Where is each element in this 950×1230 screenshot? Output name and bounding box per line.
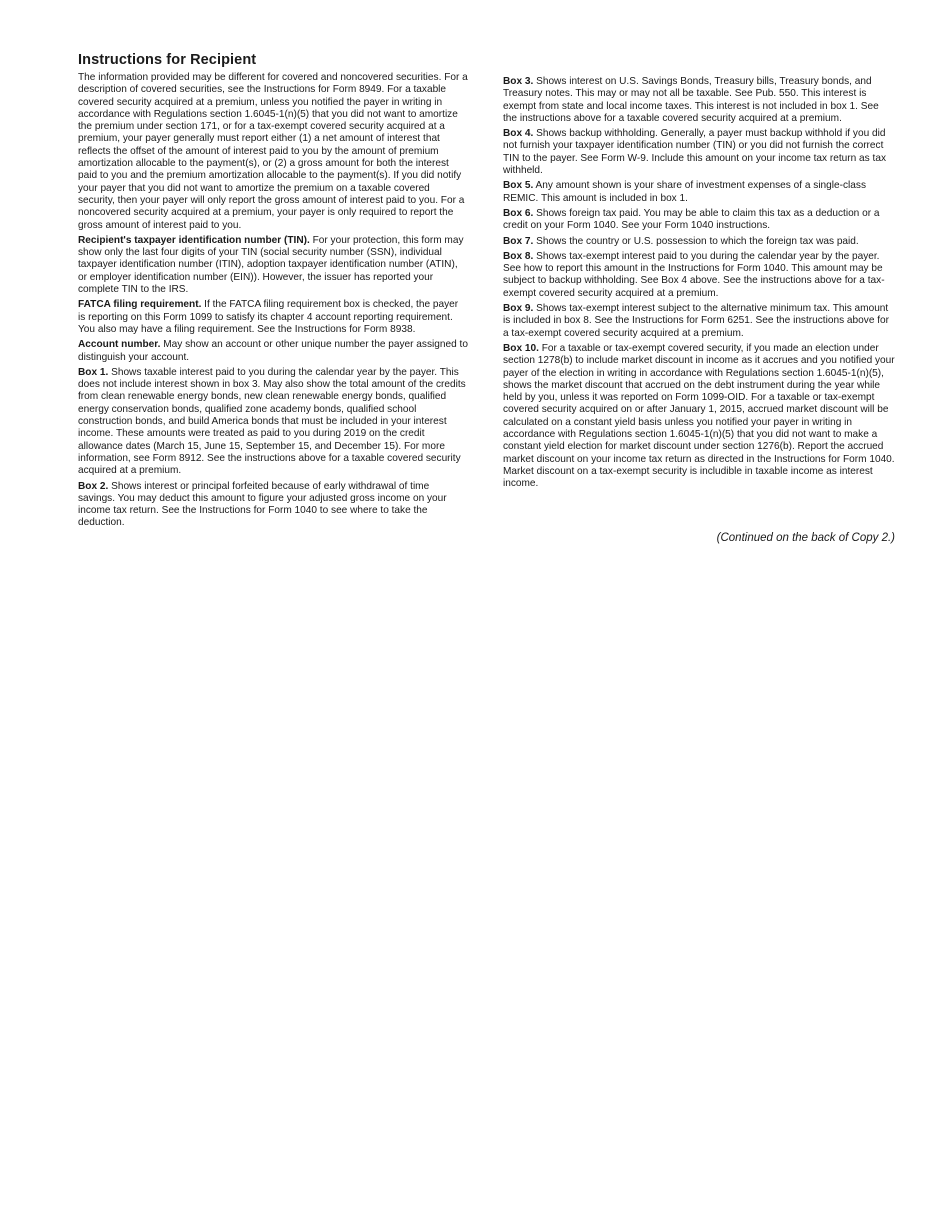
box-4-label: Box 4. (503, 128, 534, 140)
page-title: Instructions for Recipient (78, 52, 257, 68)
box-5-paragraph (503, 180, 895, 205)
box-8-label: Box 8. (503, 250, 534, 262)
fatca-text: If the FATCA filing requirement box is checked, the payer is reporting on this Form 1099 to satisfy its chapter 4 account reporting requirement. You also may have a filing requirement. See the Instructions for Form 8938. (78, 299, 459, 335)
account-number-label: Account number. (78, 339, 161, 351)
box-2-label: Box 2. (78, 480, 109, 492)
box-2-paragraph (78, 481, 468, 530)
box-7-label: Box 7. (503, 235, 534, 247)
fatca-label: FATCA filing requirement. (78, 299, 202, 311)
box-8-paragraph (503, 251, 895, 300)
box-2-text: Shows interest or principal forfeited because of early withdrawal of time savings. You may deduct this amount to figure your adjusted gross income on your income tax return. See the Instructions for Form 1040 to see where to take the deduction. (78, 480, 447, 529)
box-5-text: Any amount shown is your share of investment expenses of a single-class REMIC. This amount is included in box 1. (503, 180, 867, 204)
account-number-text: May show an account or other unique number the payer assigned to distinguish your account. (78, 339, 468, 363)
box-4-text: Shows backup withholding. Generally, a payer must backup withhold if you did not furnish your taxpayer identification number (TIN) or you did not furnish the correct TIN to the payer. See Form W-9. Include this amount on your income tax return as tax withheld. (503, 128, 886, 177)
fatca-paragraph (78, 299, 468, 336)
box-10-label: Box 10. (503, 342, 539, 354)
box-5-label: Box 5. (503, 180, 534, 192)
box-9-text: Shows tax-exempt interest subject to the alternative minimum tax. This amount is included in box 8. See the Instructions for Form 6251. See the instructions above for a tax-exempt covered security acquired at a premium. (503, 303, 890, 339)
box-10-text: For a taxable or tax-exempt covered security, if you made an election under section 1278(b) to include market discount in income as it accrues and you notified your payer of the election in writing in accordance with Regulations section 1.6045-1(n)(5), shows the market discount that accrued on the debt instrument during the year while held by you, unless it was reported on Form 1099-OID. For a taxable or tax-exempt covered security acquired on or after January 1, 2015, accrued market discount will be calculated on a constant yield basis unless you notified your payer in writing in accordance with Regulations section 1.6045-1(n)(5) that you did not want to make a constant yield election for market discount under section 1276(b). Report the accrued market discount on your income tax return as directed in the Instructions for Form 1040. Market discount on a tax-exempt security is includible in taxable income as interest income. (503, 342, 895, 490)
account-number-paragraph (78, 339, 468, 364)
tin-paragraph (78, 235, 468, 296)
box-8-text: Shows tax-exempt interest paid to you during the calendar year by the payer. See how to report this amount in the Instructions for Form 1040. This amount may be subject to backup withholding. See Box 4 above. See the instructions above for a tax-exempt covered security acquired at a premium. (503, 250, 885, 299)
left-column (78, 72, 468, 533)
continued-note: (Continued on the back of Copy 2.) (716, 532, 895, 544)
box-3-text: Shows interest on U.S. Savings Bonds, Treasury bills, Treasury bonds, and Treasury notes. This may or may not all be taxable. See Pub. 550. This interest is exempt from state and local income taxes. This interest is not included in box 1. See the instructions above for a taxable covered security acquired at a premium. (503, 76, 879, 124)
intro-text: The information provided may be different for covered and noncovered securities. For a description of covered securities, see the Instructions for Form 8949. For a taxable covered security acquired at a premium, unless you notified the payer in writing in accordance with Regulations section 1.6045-1(n)(5) that you did not want to amortize the premium under section 171, or for a tax-exempt covered security acquired at a premium, your payer generally must report either (1) a net amount of interest that reflects the offset of the amount of interest paid to you by the amount of premium amortization allocable to the payment(s), or (2) a gross amount for both the interest paid to you and the premium amortization allocable to the payment(s). If you did notify your payer that you did not want to amortize the premium on a taxable covered security, then your payer will only report the gross amount of interest paid to you. For a noncovered security acquired at a premium, your payer is only required to report the gross amount of interest paid to you. (78, 72, 468, 231)
box-9-paragraph (503, 303, 895, 340)
right-column (503, 76, 895, 494)
box-7-text: Shows the country or U.S. possession to which the foreign tax was paid. (533, 235, 859, 247)
box-10-paragraph (503, 343, 895, 491)
box-3-label: Box 3. (503, 76, 534, 87)
box-9-label: Box 9. (503, 303, 534, 315)
box-1-label: Box 1. (78, 366, 109, 378)
tin-label: Recipient's taxpayer identification number (TIN). (78, 234, 310, 246)
box-6-text: Shows foreign tax paid. You may be able to claim this tax as a deduction or a credit on your Form 1040. See your Form 1040 instructions. (503, 207, 880, 232)
intro-paragraph (78, 72, 468, 232)
box-7-paragraph (503, 236, 895, 248)
box-4-paragraph (503, 128, 895, 177)
box-3-paragraph (503, 76, 895, 125)
box-6-label: Box 6. (503, 207, 534, 219)
tin-text: For your protection, this form may show only the last four digits of your TIN (social security number (SSN), individual taxpayer identification number (ITIN), adoption taxpayer identification number (ATIN), or employer identification number (EIN)). However, the issuer has reported your complete TIN to the IRS. (78, 234, 464, 296)
box-6-paragraph (503, 208, 895, 233)
box-1-text: Shows taxable interest paid to you during the calendar year by the payer. This does not include interest shown in box 3. May also show the total amount of the credits from clean renewable energy bonds, new clean renewable energy bonds, qualified energy conservation bonds, qualified zone academy bonds, qualified school construction bonds, and build America bonds that must be included in your interest income. These amounts were treated as paid to you during 2019 on the credit allowance dates (March 15, June 15, September 15, and December 15). For more information, see Form 8912. See the instructions above for a taxable covered security acquired at a premium. (78, 366, 466, 477)
box-1-paragraph (78, 367, 468, 478)
